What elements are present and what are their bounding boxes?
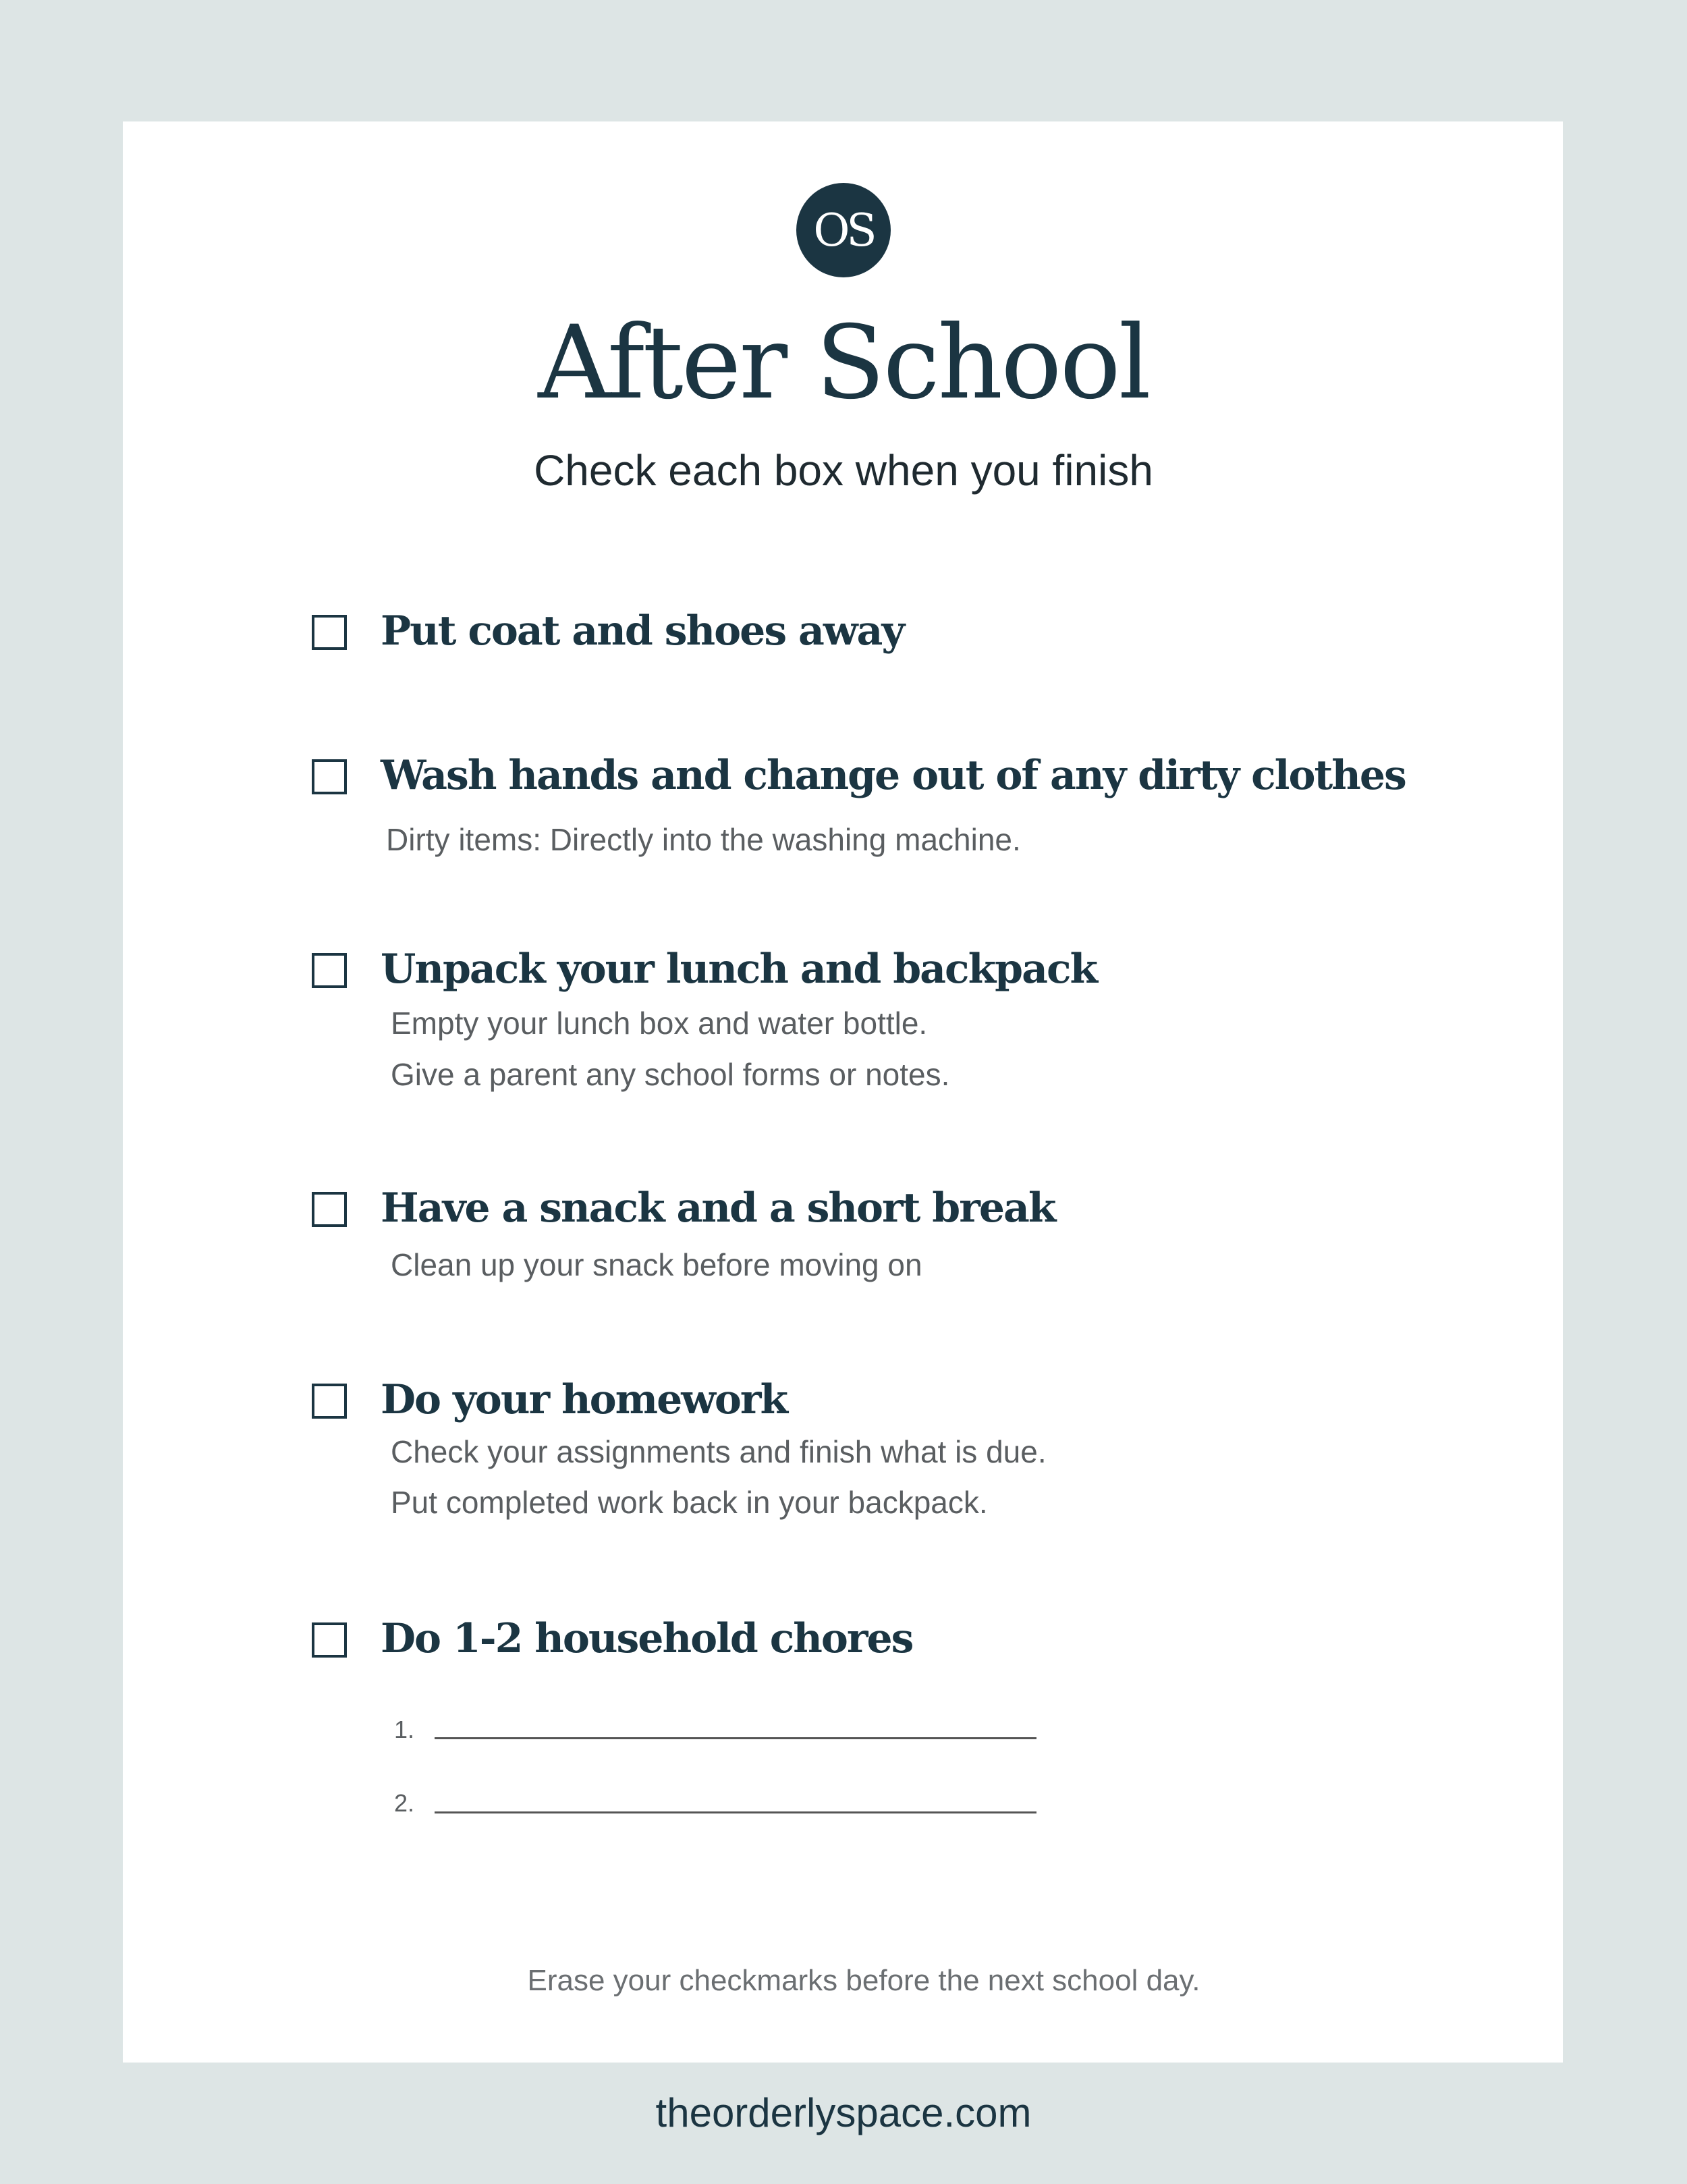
task-checkbox[interactable]: [312, 1622, 347, 1658]
task-checkbox[interactable]: [312, 953, 347, 988]
task-checkbox[interactable]: [312, 1384, 347, 1419]
website-link[interactable]: theorderlyspace.com: [655, 2090, 1032, 2135]
task-note: Put completed work back in your backpack.: [391, 1485, 988, 1520]
task-title: Put coat and shoes away: [381, 607, 904, 655]
task-title: Do 1-2 household chores: [381, 1615, 913, 1662]
task-title: Do your homework: [381, 1376, 787, 1423]
task-title: Have a snack and a short break: [381, 1184, 1055, 1232]
task-note: Dirty items: Directly into the washing machine.: [386, 822, 1021, 857]
chore-write-line[interactable]: [435, 1811, 1036, 1813]
task-checkbox[interactable]: [312, 759, 347, 794]
chore-number: 1.: [394, 1716, 415, 1743]
chore-write-line[interactable]: [435, 1737, 1036, 1739]
chore-number: 2.: [394, 1789, 415, 1817]
task-note: Check your assignments and finish what is due.: [391, 1434, 1047, 1469]
logo-text: OS: [813, 204, 874, 256]
task-checkbox[interactable]: [312, 1192, 347, 1227]
footer-note: Erase your checkmarks before the next school day.: [527, 1964, 1200, 1997]
task-note: Empty your lunch box and water bottle.: [391, 1006, 928, 1041]
task-checkbox[interactable]: [312, 615, 347, 650]
task-title: Wash hands and change out of any dirty clothes: [381, 752, 1406, 799]
page-subtitle: Check each box when you finish: [534, 446, 1153, 495]
task-note: Give a parent any school forms or notes.: [391, 1057, 950, 1092]
task-note: Clean up your snack before moving on: [391, 1247, 922, 1282]
task-title: Unpack your lunch and backpack: [381, 946, 1097, 993]
page-title: After School: [538, 304, 1149, 422]
os-logo: [796, 183, 891, 277]
